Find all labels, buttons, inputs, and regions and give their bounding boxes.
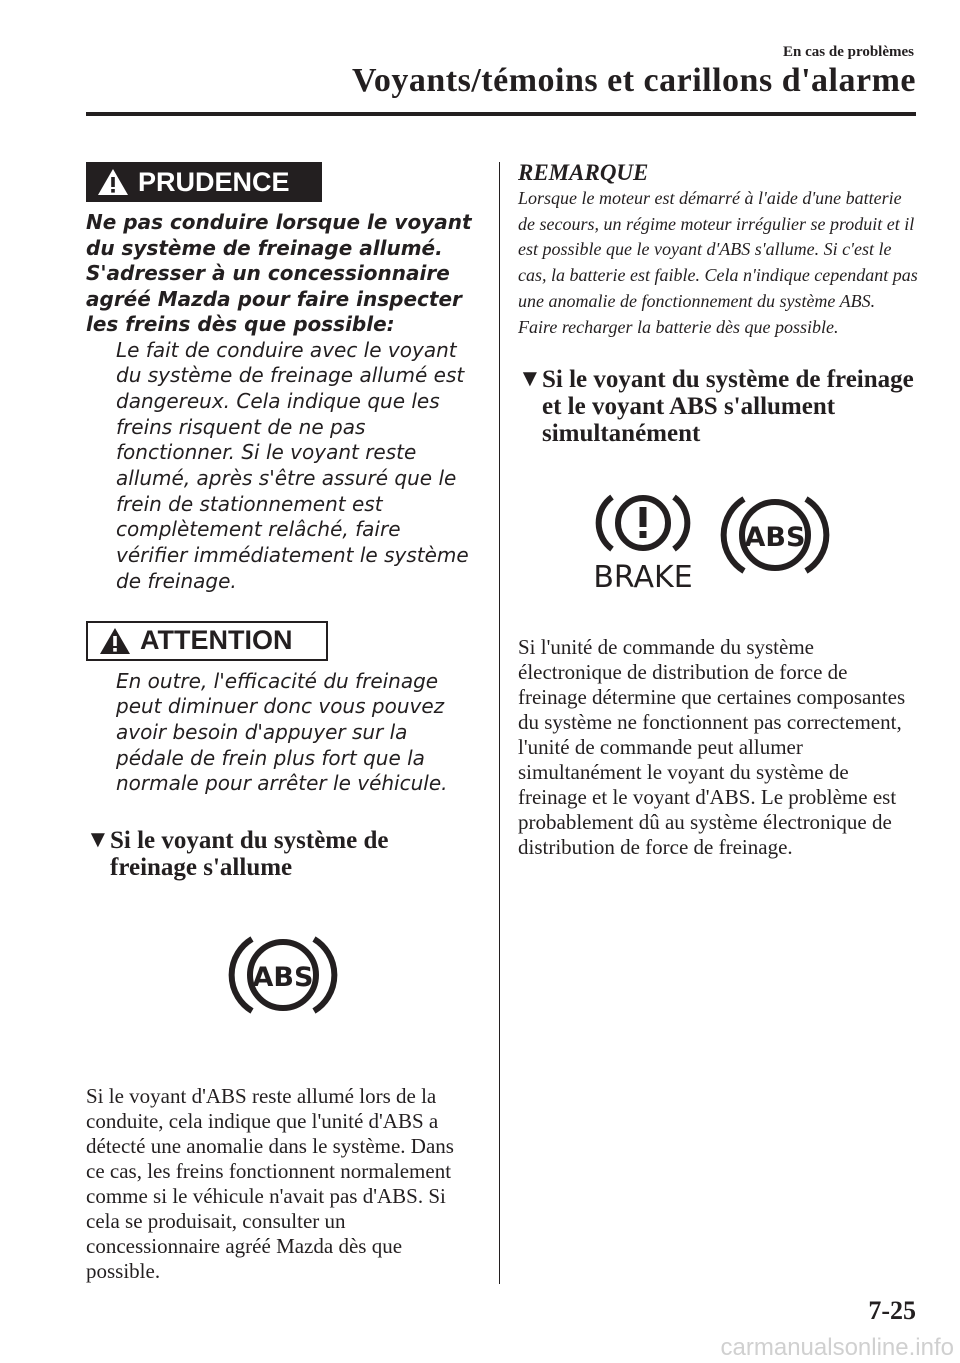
section2-body: Si l'unité de commande du système électronique de distribution de force de freinage détermine que certaines composantes du système ne fonctionnent pas correctement, l'unité de commande peut allumer simultanément le voyant du système de freinage et le voyant d'ABS. Le problème est probablement dû au système électronique de distribution de force de freinage. [518, 635, 906, 860]
abs-icon-text: ABS [744, 522, 806, 554]
page-title: Voyants/témoins et carillons d'alarme [351, 62, 916, 99]
triangle-bullet-icon: ▼ [518, 366, 542, 393]
attention-badge [86, 621, 328, 661]
warning-lights-row [588, 491, 918, 591]
attention-detail: En outre, l'efficacité du freinage peut diminuer donc vous pouvez avoir besoin d'appuyer sur la pédale de frein plus fort que la normale pour arrêter le véhicule. [116, 668, 448, 796]
page-number: 7-25 [868, 1296, 916, 1325]
warning-icon [98, 626, 132, 656]
section-heading-text: Si le voyant du système de freinage s'allume [110, 827, 389, 882]
abs-icon [720, 491, 830, 579]
remark-body: Lorsque le moteur est démarré à l'aide d'une batterie de secours, un régime moteur irrégulier se produit et il est possible que le voyant d'ABS s'allume. Si c'est le cas, la batterie est faible. Cela n'indique cependant pas une anomalie de fonctionnement du système ABS. [518, 188, 918, 311]
section-title: En cas de problèmes [783, 44, 914, 60]
abs-icon-text: ABS [252, 962, 314, 994]
caution-badge [86, 162, 322, 202]
caution-detail: Le fait de conduire avec le voyant du système de freinage allumé est dangereux. Cela indique que les freins risquent de ne pas fonctionner. Si le voyant reste allumé, après s'être assuré que le frein de stationnement est complètement relâché, faire vérifier immédiatement le système de freinage. [116, 337, 469, 593]
attention-label: ATTENTION [140, 625, 293, 656]
right-column [518, 160, 918, 860]
header-rule [86, 112, 916, 116]
abs-warning-light [228, 931, 476, 1024]
column-divider [499, 162, 500, 1284]
section-heading-brake-abs [518, 366, 918, 447]
left-column [86, 162, 476, 1284]
abs-icon [228, 931, 338, 1019]
remark-body-2: Faire recharger la batterie dès que possible. [518, 316, 839, 337]
remark-title: REMARQUE [518, 160, 649, 185]
brake-icon [588, 491, 698, 591]
warning-icon [96, 167, 130, 197]
brake-icon-text: BRAKE [593, 560, 693, 592]
triangle-bullet-icon: ▼ [86, 827, 110, 854]
caution-label: PRUDENCE [138, 166, 290, 197]
caution-intro: Ne pas conduire lorsque le voyant du système de freinage allumé. S'adresser à un concessionnaire agréé Mazda pour faire inspecter les freins dès que possible: [86, 210, 472, 336]
section-heading-text: Si le voyant du système de freinage et le voyant ABS s'allument simultanément [542, 366, 914, 448]
section1-body: Si le voyant d'ABS reste allumé lors de la conduite, cela indique que l'unité d'ABS a détecté une anomalie dans le système. Dans ce cas, les freins fonctionnent normalement comme si le véhicule n'avait pas d'ABS. Si cela se produisait, consulter un concessionnaire agréé Mazda dès que possible. [86, 1084, 454, 1284]
section-heading-brake [86, 827, 476, 881]
watermark: carmanualsonline.info [720, 1334, 954, 1361]
